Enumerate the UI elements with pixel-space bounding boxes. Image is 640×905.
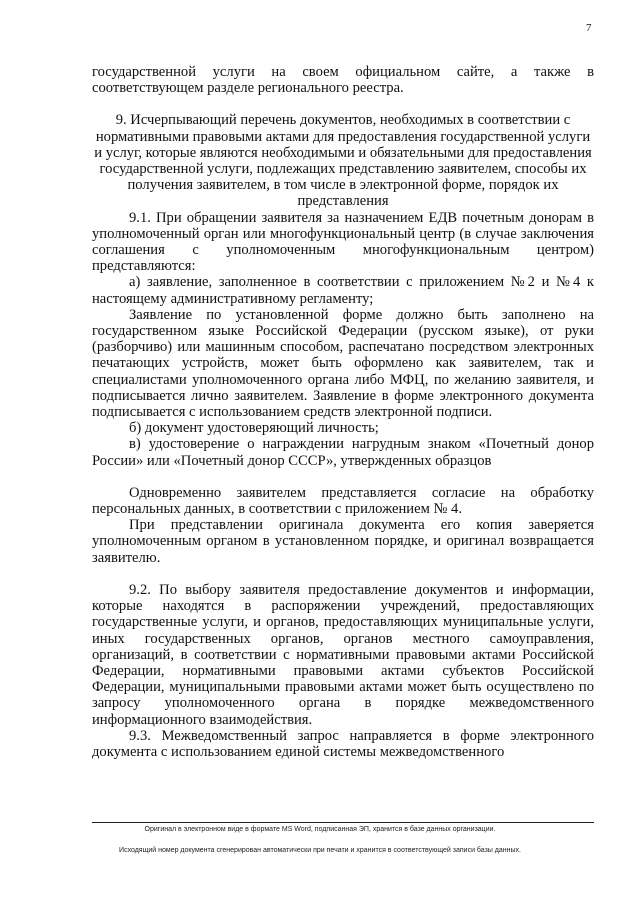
list-item-c: в) удостоверение о награждении нагрудным знаком «Почетный донор России» или «Почетный донор СССР», утвержденных образцов	[92, 436, 594, 469]
paragraph-continuation: государственной услуги на своем официальном сайте, а также в соответствующем разделе регионального реестра.	[92, 64, 594, 97]
paragraph-9-2: 9.2. По выбору заявителя предоставление документов и информации, которые находятся в распоряжении учреждений, предоставляющих государственные услуги, и органов, предоставляющих муниципальные услуги, иных государственных органов, органов местного самоуправления, организаций, в соответствии с нормативными правовыми актами Российской Федерации, нормативными правовыми актами субъектов Российской Федерации, муниципальными правовыми актами может быть осуществлено по запросу уполномоченного органа в порядке межведомственного информационного взаимодействия.	[92, 581, 594, 728]
paragraph-9-3: 9.3. Межведомственный запрос направляется в форме электронного документа с использованием единой системы межведомственного	[92, 727, 594, 760]
page-number: 7	[586, 22, 592, 34]
footer-note-number: Исходящий номер документа сгенерирован автоматически при печати и хранится в соответствующей записи базы данных.	[119, 847, 521, 854]
list-item-a: а) заявление, заполненное в соответствии с приложением №2 и №4 к настоящему административному регламенту;	[92, 274, 594, 307]
paragraph-application-form: Заявление по установленной форме должно быть заполнено на государственном языке Российской Федерации (русском языке), от руки (разборчиво) или машинным способом, распечатано посредством электронных печатающих устройств, может быть оформлено как заявителем, так и специалистами уполномоченного органа либо МФЦ, по желанию заявителя, и подписывается лично заявителем. Заявление в форме электронного документа подписывается с использованием средств электронной подписи.	[92, 306, 594, 421]
paragraph-consent: Одновременно заявителем представляется согласие на обработку персональных данных, в соответствии с приложением № 4.	[92, 484, 594, 518]
document-body	[92, 64, 594, 760]
paragraph-copy: При представлении оригинала документа его копия заверяется уполномоченным органом в установленном порядке, и оригинал возвращается заявителю.	[92, 517, 594, 566]
list-item-b: б) документ удостоверяющий личность;	[129, 420, 379, 437]
section-heading: 9. Исчерпывающий перечень документов, необходимых в соответствии с нормативными правовыми актами для предоставления государственной услуги и услуг, которые являются необходимыми и обязательными для предоставления государственной услуги, подлежащих представлению заявителем, способы их получения заявителем, в том числе в электронной форме, порядок их представления	[94, 112, 592, 210]
footer-note-original: Оригинал в электронном виде в формате MS Word, подписанная ЭП, хранится в базе данных организации.	[144, 826, 496, 833]
paragraph-9-1: 9.1. При обращении заявителя за назначением ЕДВ почетным донорам в уполномоченный орган или многофункциональный центр (в случае заключения соглашения с уполномоченным многофункциональным центром) представляются:	[92, 209, 594, 275]
footer-divider	[92, 822, 594, 823]
